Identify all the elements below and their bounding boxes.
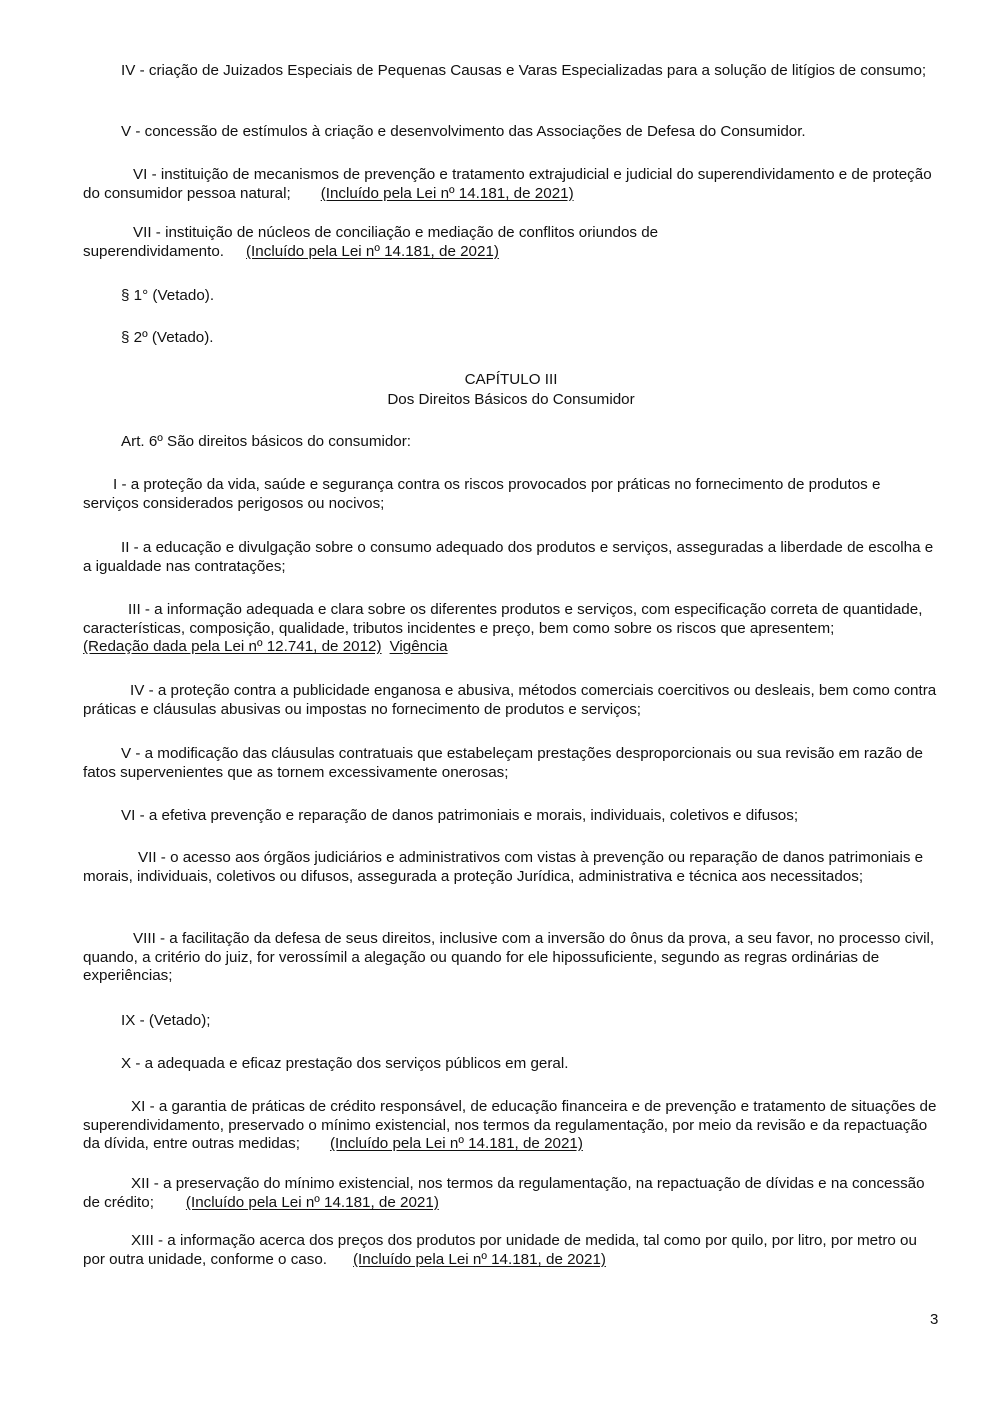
item-x-text: X - a adequada e eficaz prestação dos serviços públicos em geral.	[121, 1055, 569, 1072]
paragraph-vii	[83, 224, 939, 261]
paragraph-iv	[83, 62, 939, 81]
paragraph-2	[83, 329, 939, 348]
item-iv	[83, 682, 939, 719]
item-ii	[83, 539, 939, 576]
item-vi	[83, 807, 939, 826]
paragraph-1	[83, 287, 939, 306]
item-viii-text: VIII - a facilitação da defesa de seus direitos, inclusive com a inversão do ônus da prova, a seu favor, no processo civil, quando, a critério do juiz, for verossímil a alegação ou quando for ele hipossuficiente, segundo as regras ordinárias de experiências;	[83, 930, 935, 984]
item-v	[83, 745, 939, 782]
article-heading	[83, 433, 939, 452]
item-xii	[83, 1175, 939, 1212]
item-viii	[83, 930, 939, 986]
amendment-link[interactable]: (Incluído pela Lei nº 14.181, de 2021)	[246, 242, 499, 260]
amendment-link[interactable]: (Incluído pela Lei nº 14.181, de 2021)	[185, 1193, 439, 1211]
item-iv-text: IV - a proteção contra a publicidade enganosa e abusiva, métodos comerciais coercitivos ou desleais, bem como contra práticas e cláusulas abusivas ou impostas no fornecimento de produtos e serviços;	[83, 682, 937, 718]
item-v-text: V - a modificação das cláusulas contratuais que estabeleçam prestações desproporcionais ou sua revisão em razão de fatos supervenientes que as tornem excessivamente onerosas;	[83, 745, 924, 781]
chapter-subtitle: Dos Direitos Básicos do Consumidor	[387, 391, 635, 408]
paragraph-vi-text: VI - instituição de mecanismos de prevenção e tratamento extrajudicial e judicial do superendividamento e de proteção do consumidor pessoa natural;	[83, 166, 932, 202]
amendment-link[interactable]: (Redação dada pela Lei nº 12.741, de 2012)	[83, 638, 382, 655]
item-vii	[83, 849, 939, 886]
item-vii-text: VII - o acesso aos órgãos judiciários e administrativos com vistas à prevenção ou reparação de danos patrimoniais e morais, individuais, coletivos ou difusos, assegurada a proteção Jurídica, administrativa e técnica aos necessitados;	[83, 849, 924, 885]
paragraph-v-text: V - concessão de estímulos à criação e desenvolvimento das Associações de Defesa do Consumidor.	[121, 123, 806, 140]
paragraph-2-text: § 2º (Vetado).	[121, 329, 214, 346]
item-x	[83, 1055, 939, 1074]
item-iii-text: III - a informação adequada e clara sobre os diferentes produtos e serviços, com especificação correta de quantidade, características, composição, qualidade, tributos incidentes e preço, bem como sobre os riscos que apresentem;	[83, 601, 923, 637]
amendment-link[interactable]: (Incluído pela Lei nº 14.181, de 2021)	[329, 1135, 583, 1152]
item-ii-text: II - a educação e divulgação sobre o consumo adequado dos produtos e serviços, asseguradas a liberdade de escolha e a igualdade nas contratações;	[83, 539, 934, 575]
item-vi-text: VI - a efetiva prevenção e reparação de danos patrimoniais e morais, individuais, coletivos e difusos;	[121, 807, 799, 824]
paragraph-vi	[83, 166, 939, 203]
item-i	[83, 476, 939, 513]
paragraph-1-text: § 1° (Vetado).	[121, 287, 215, 304]
amendment-link[interactable]: (Incluído pela Lei nº 14.181, de 2021)	[353, 1250, 606, 1268]
item-iii	[83, 601, 939, 657]
paragraph-v	[83, 123, 939, 142]
amendment-link[interactable]: (Incluído pela Lei nº 14.181, de 2021)	[320, 184, 574, 202]
paragraph-iv-text: IV - criação de Juizados Especiais de Pequenas Causas e Varas Especializadas para a solução de litígios de consumo;	[121, 62, 927, 79]
vigencia-link[interactable]: Vigência	[389, 638, 448, 655]
item-i-text: I - a proteção da vida, saúde e segurança contra os riscos provocados por práticas no fornecimento de produtos e serviços considerados perigosos ou nocivos;	[83, 476, 881, 512]
item-xii-text: XII - a preservação do mínimo existencial, nos termos da regulamentação, na repactuação de dívidas e na concessão de crédito;	[83, 1175, 925, 1211]
item-xi-text: XI - a garantia de práticas de crédito responsável, de educação financeira e de prevenção e tratamento de situações de superendividamento, preservado o mínimo existencial, nos termos da regulamentação, por meio da revisão e da repactuação da dívida, entre outras medidas;	[83, 1098, 937, 1152]
item-ix-text: IX - (Vetado);	[121, 1012, 211, 1029]
paragraph-vii-text: VII - instituição de núcleos de conciliação e mediação de conflitos oriundos de	[133, 224, 659, 241]
item-xiii	[83, 1232, 939, 1269]
article-heading-text: Art. 6º São direitos básicos do consumidor:	[121, 433, 412, 450]
item-ix	[83, 1012, 939, 1031]
chapter-title: CAPÍTULO III	[464, 371, 558, 388]
item-xiii-text: XIII - a informação acerca dos preços dos produtos por unidade de medida, tal como por quilo, por litro, por metro ou por outra unidade, conforme o caso.	[83, 1232, 917, 1268]
item-xi	[83, 1098, 939, 1154]
page-number: 3	[930, 1311, 939, 1328]
paragraph-vii-text-2: superendividamento.	[83, 242, 224, 260]
